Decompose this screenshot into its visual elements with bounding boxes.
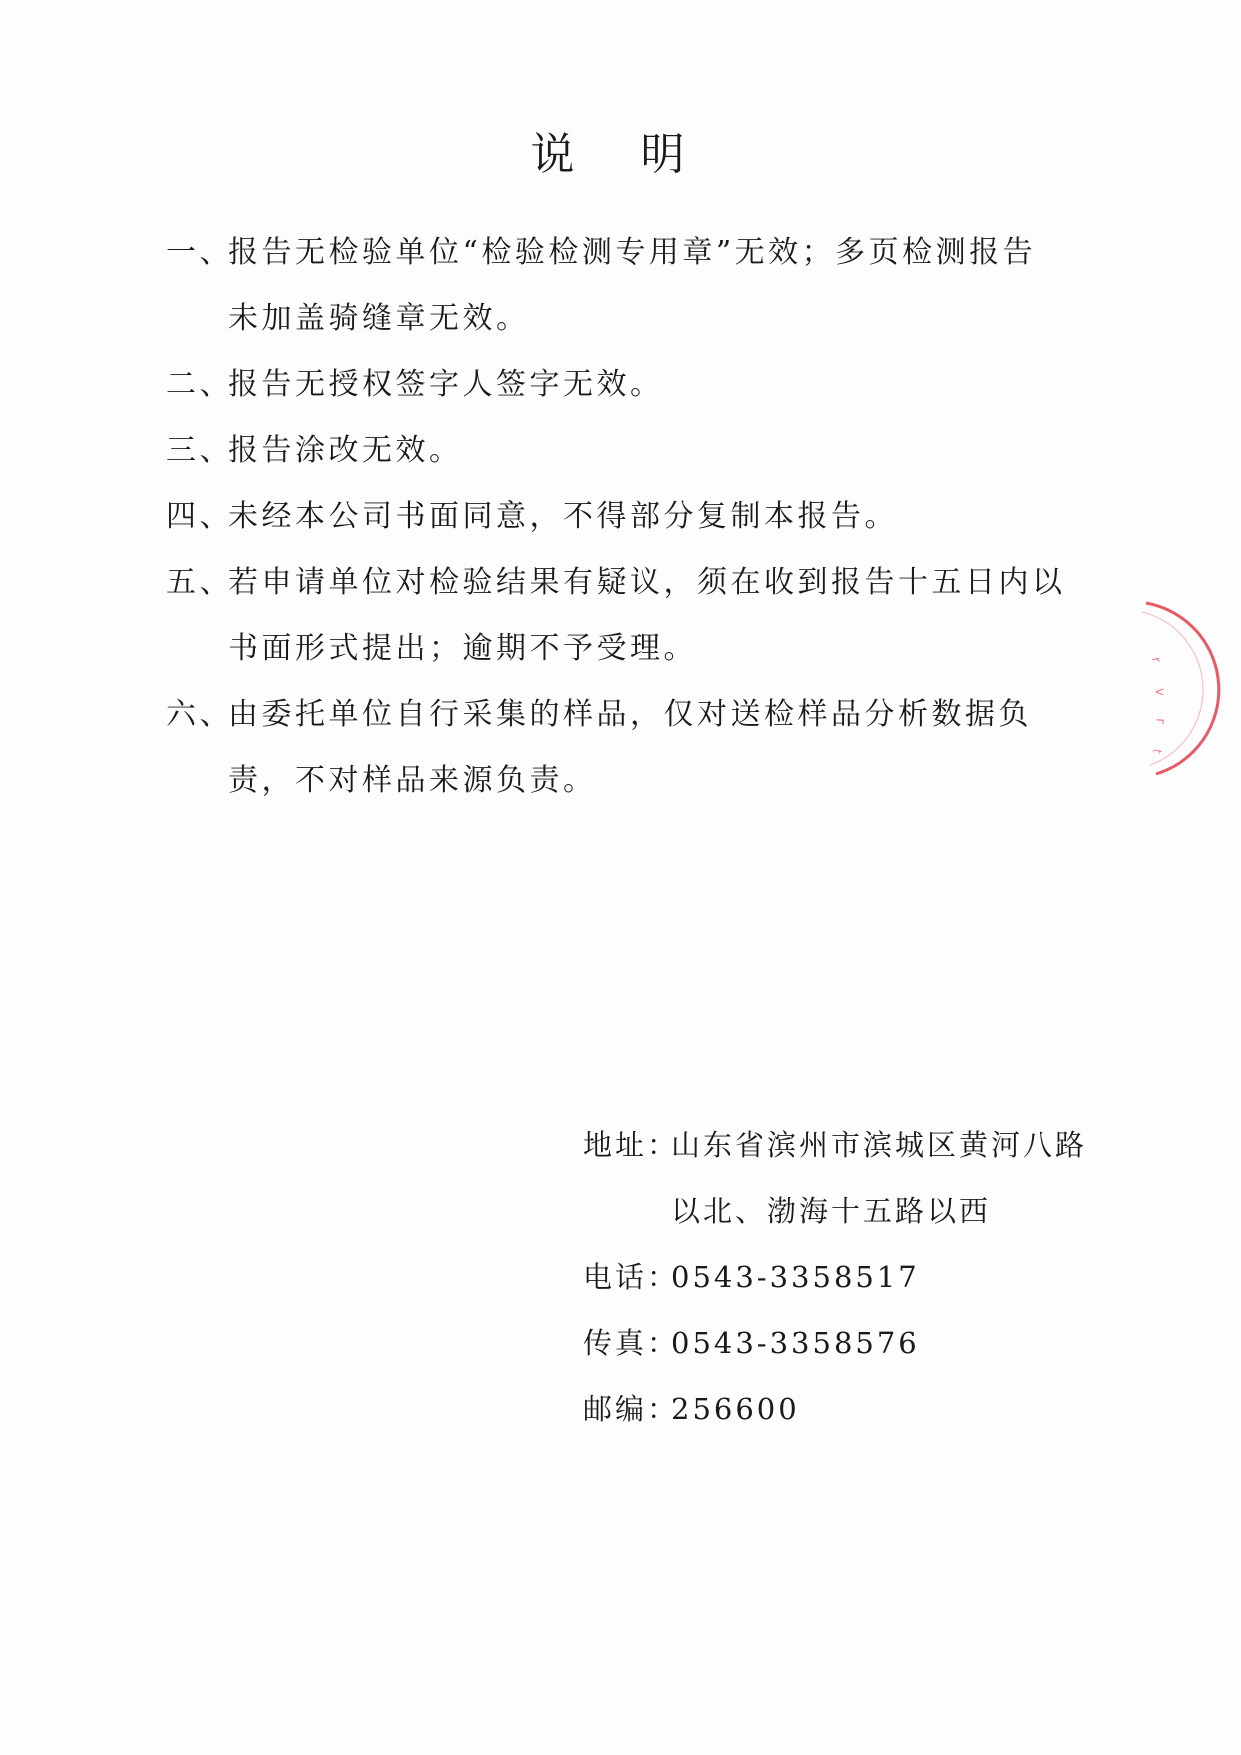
phone-row	[583, 1244, 1103, 1310]
note-item	[166, 352, 1066, 418]
note-item	[166, 682, 1066, 814]
address-row-continued	[583, 1178, 1103, 1244]
address-label: 地址：	[583, 1128, 680, 1162]
page-title: 说 明	[530, 129, 711, 180]
fax-row	[583, 1310, 1103, 1376]
note-text: 报告无检验单位“检验检测专用章”无效；多页检测报告未加盖骑缝章无效。	[228, 235, 1037, 336]
fax-value: 0543-3358576	[671, 1326, 920, 1360]
note-number: 一、	[166, 235, 233, 270]
note-number: 三、	[166, 433, 233, 468]
note-number: 五、	[166, 565, 233, 600]
postcode-value: 256600	[671, 1392, 800, 1426]
note-number: 六、	[166, 697, 233, 732]
seam-stamp	[1128, 600, 1238, 780]
note-text: 报告涂改无效。	[228, 433, 463, 468]
fax-label: 传真：	[583, 1326, 680, 1360]
phone-label: 电话：	[583, 1260, 680, 1294]
note-item	[166, 550, 1066, 682]
seam-stamp-icon	[1128, 600, 1238, 780]
postcode-label: 邮编：	[583, 1392, 680, 1426]
contact-block	[583, 1112, 1103, 1442]
note-item	[166, 484, 1066, 550]
svg-text:r: r	[1149, 656, 1164, 664]
postcode-row	[583, 1376, 1103, 1442]
note-number: 二、	[166, 367, 233, 402]
svg-text:r: r	[1152, 717, 1168, 725]
svg-text:t: t	[1149, 747, 1165, 756]
notes-list	[166, 220, 1066, 814]
note-number: 四、	[166, 499, 233, 534]
address-row	[583, 1112, 1103, 1178]
phone-value: 0543-3358517	[671, 1260, 920, 1294]
note-text: 由委托单位自行采集的样品，仅对送检样品分析数据负责，不对样品来源负责。	[228, 697, 1032, 798]
svg-text:v: v	[1152, 688, 1167, 696]
note-text: 未经本公司书面同意，不得部分复制本报告。	[228, 499, 898, 534]
address-line-1: 山东省滨州市滨城区黄河八路	[671, 1128, 1088, 1162]
note-item	[166, 418, 1066, 484]
address-line-2: 以北、渤海十五路以西	[671, 1194, 992, 1228]
note-text: 若申请单位对检验结果有疑议，须在收到报告十五日内以书面形式提出；逾期不予受理。	[228, 565, 1066, 666]
note-item	[166, 220, 1066, 352]
note-text: 报告无授权签字人签字无效。	[228, 367, 664, 402]
